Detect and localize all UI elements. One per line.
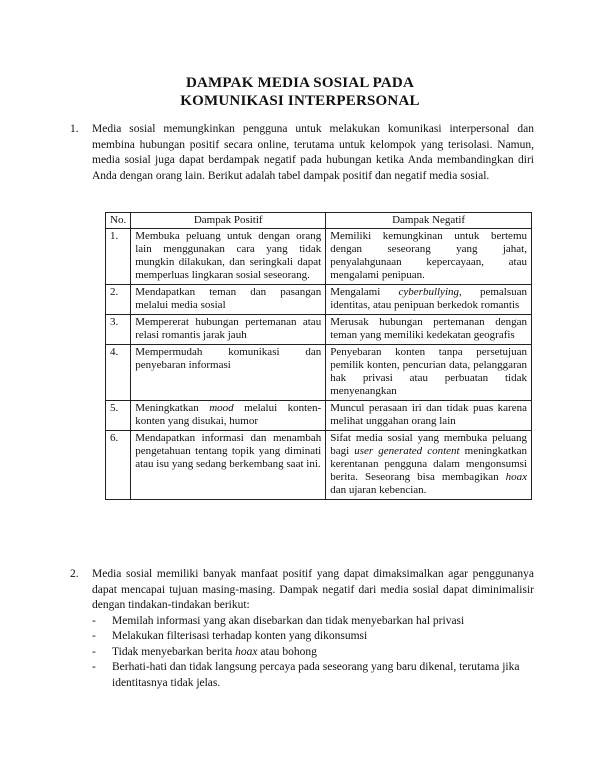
- list-item: [92, 614, 534, 630]
- positive-cell: Mempererat hubungan pertemanan atau relasi romantis jarak jauh: [131, 315, 326, 345]
- text-run: meningkatkan kerentanan pengguna dalam mengonsumsi berita. Seseorang bisa membagikan: [330, 445, 527, 483]
- table-row: [106, 285, 532, 315]
- table-header-row: [106, 213, 532, 229]
- positive-cell: [131, 401, 326, 431]
- list-item-text: Melakukan filterisasi terhadap konten yang dikonsumsi: [112, 630, 368, 642]
- header-no: No.: [106, 213, 131, 229]
- text-run: Meningkatkan: [135, 402, 210, 414]
- positive-cell: Mempermudah komunikasi dan penyebaran informasi: [131, 345, 326, 401]
- section-1: [70, 122, 534, 184]
- emphasis-term: cyberbullying: [398, 286, 459, 298]
- section-1-number: 1.: [70, 123, 79, 135]
- text-run: Mengalami: [330, 286, 399, 298]
- text-run: atau bohong: [257, 645, 317, 658]
- positive-cell: Mendapatkan teman dan pasangan melalui media sosial: [131, 285, 326, 315]
- emphasis-term: hoax: [505, 471, 527, 483]
- table-row: [106, 229, 532, 285]
- row-number: 2.: [106, 285, 131, 315]
- table-row: [106, 431, 532, 500]
- negative-cell: Muncul perasaan iri dan tidak puas karena melihat unggahan orang lain: [326, 401, 532, 431]
- title-line-2: KOMUNIKASI INTERPERSONAL: [180, 93, 420, 109]
- title-line-1: DAMPAK MEDIA SOSIAL PADA: [185, 75, 414, 91]
- positive-cell: Membuka peluang untuk dengan orang lain menggunakan cara yang tidak mungkin dilakukan, dan seringkali dapat memperluas lingkaran sosial seseorang.: [131, 229, 326, 285]
- dash-bullet: -: [92, 614, 96, 627]
- section-1-paragraph: Media sosial memungkinkan pengguna untuk melakukan komunikasi interpersonal dan membina hubungan positif secara online, terutama untuk kelompok yang terisolasi. Namun, media sosial juga dapat berdampak negatif pada hubungan ketika Anda membandingkan diri Anda dengan orang lain. Berikut adalah tabel dampak positif dan negatif media sosial.: [92, 123, 534, 182]
- row-number: 3.: [106, 315, 131, 345]
- header-negative: Dampak Negatif: [326, 213, 532, 229]
- list-item: [92, 645, 534, 661]
- negative-cell: Merusak hubungan pertemanan dengan teman yang memiliki kedekatan geografis: [326, 315, 532, 345]
- text-run: melalui konten-konten yang disukai, humor: [135, 402, 322, 427]
- list-item-text: Memilah informasi yang akan disebarkan dan tidak menyebarkan hal privasi: [112, 614, 465, 627]
- row-number: 6.: [106, 431, 131, 500]
- text-run: Tidak menyebarkan berita: [112, 645, 236, 658]
- emphasis-term: mood: [209, 402, 234, 414]
- emphasis-term: user generated content: [354, 445, 460, 457]
- list-item: [92, 660, 534, 691]
- impact-table: [105, 212, 532, 500]
- document-title: [0, 74, 600, 110]
- list-item: [92, 629, 534, 645]
- section-2-number: 2.: [70, 568, 79, 580]
- section-2-paragraph: Media sosial memiliki banyak manfaat positif yang dapat dimaksimalkan agar penggunanya dapat mencapai tujuan masing-masing. Dampak negatif dari media sosial dapat diminimalisir dengan tindakan-tindakan berikut:: [92, 568, 534, 611]
- negative-cell: [326, 285, 532, 315]
- row-number: 5.: [106, 401, 131, 431]
- row-number: 4.: [106, 345, 131, 401]
- text-run: dan ujaran kebencian.: [330, 484, 427, 496]
- section-2: [70, 567, 534, 691]
- text-run: Sifat media sosial yang membuka peluang bagi: [330, 432, 527, 457]
- table-row: [106, 345, 532, 401]
- emphasis-term: hoax: [235, 645, 258, 658]
- dash-bullet: -: [92, 645, 96, 658]
- header-positive: Dampak Positif: [131, 213, 326, 229]
- table-row: [106, 401, 532, 431]
- list-item-text: Berhati-hati dan tidak langsung percaya pada seseorang yang baru dikenal, terutama jika identitasnya tidak jelas.: [112, 661, 520, 689]
- negative-cell: Memiliki kemungkinan untuk bertemu dengan seseorang yang jahat, penyalahgunaan kepercayaan, atau mengalami penipuan.: [326, 229, 532, 285]
- tips-list: [92, 614, 534, 692]
- dash-bullet: -: [92, 661, 96, 673]
- text-run: , pemalsuan identitas, atau penipuan berkedok romantis: [330, 286, 527, 311]
- table-row: [106, 315, 532, 345]
- positive-cell: Mendapatkan informasi dan menambah pengetahuan tentang topik yang diminati atau isu yang sedang berkembang saat ini.: [131, 431, 326, 500]
- dash-bullet: -: [92, 630, 96, 642]
- negative-cell: [326, 431, 532, 500]
- row-number: 1.: [106, 229, 131, 285]
- negative-cell: Penyebaran konten tanpa persetujuan pemilik konten, pencurian data, pelanggaran hak privasi atau perbuatan tidak menyenangkan: [326, 345, 532, 401]
